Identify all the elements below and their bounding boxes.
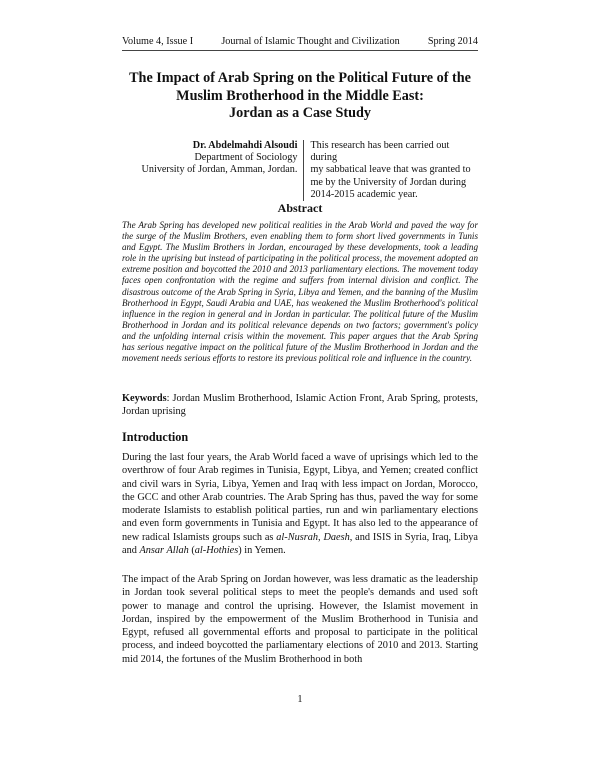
introduction-paragraph-2: The impact of the Arab Spring on Jordan however, was less dramatic as the leadership in Jordan took several political steps to meet the people's demands and used soft power to manage and control the uprising. However, the Islamist movement in Jordan, inspired by the empowerment of the Muslim Brotherhood in Tunisia and Egypt, refused all governmental efforts and proposal to participate in the political process, and indeed boycotted the parliamentary elections of 2010 and 2013. Starting mid 2014, the fortunes of the Muslim Brotherhood in both — [122, 574, 478, 665]
introduction-heading: Introduction — [122, 430, 189, 444]
title-line-3: Jordan as a Case Study — [229, 105, 371, 121]
author-note-line: my sabbatical leave that was granted to — [310, 164, 471, 176]
keywords-list: : Jordan Muslim Brotherhood, Islamic Action Front, Arab Spring, protests, Jordan uprising — [122, 393, 478, 418]
author-department: Department of Sociology — [194, 152, 298, 164]
title-line-2: Muslim Brotherhood in the Middle East: — [176, 87, 424, 104]
text-run: ) in Yemen. — [238, 545, 286, 557]
page-number: 1 — [297, 694, 303, 705]
author-note-line: 2014-2015 academic year. — [310, 188, 418, 200]
paper-title — [122, 70, 478, 123]
author-note — [304, 140, 478, 201]
introduction-paragraph-1 — [122, 451, 478, 557]
author-info — [122, 140, 304, 201]
keywords-label: Keywords — [122, 393, 167, 404]
author-note-line: This research has been carried out during — [310, 140, 450, 164]
author-name: Dr. Abdelmahdi Alsoudi — [192, 140, 298, 151]
text-run: During the last four years, the Arab World faced a wave of uprisings which led to the overthrow of four Arab regimes in Tunisia, Egypt, Libya, and Yemen; created conflict and civil wars in Syria, Libya, Yemen and Iraq with less impact on Jordan, Morocco, the GCC and other Arab countries. The Arab Spring has thus, paved the way for some moderate Islamists to establish political parties, run and win parliamentary elections and even form governments in Tunisia and Egypt. It has also led to the appearance of new radical Islamists groups such as — [122, 452, 478, 543]
journal-name: Journal of Islamic Thought and Civilization — [221, 36, 400, 47]
author-block — [122, 140, 478, 201]
abstract-heading: Abstract — [277, 201, 323, 215]
title-line-1: The Impact of Arab Spring on the Political Future of the — [129, 70, 471, 86]
running-header — [122, 36, 478, 51]
text-run: ( — [188, 545, 195, 557]
issue-season: Spring 2014 — [427, 36, 478, 47]
text-run-italic: al-Nusrah, Daesh — [276, 531, 350, 543]
text-run: , and ISIS in Syria, Iraq, Libya and — [122, 531, 478, 557]
text-run-italic: al-Hothies — [194, 545, 239, 557]
author-affiliation: University of Jordan, Amman, Jordan. — [141, 164, 298, 176]
keywords — [122, 392, 478, 418]
volume-issue: Volume 4, Issue I — [122, 36, 194, 47]
author-note-line: me by the University of Jordan during — [310, 176, 467, 188]
abstract-text: The Arab Spring has developed new political realities in the Arab World and paved the way for the surge of the Muslim Brothers, even enabling them to form short lived governments in Tunis and Egypt. The Muslim Brothers in Jordan, encouraged by these developments, took a leading role in the uprising but instead of participating in the political process, the movement adopted an extreme position and boycotted the 2010 and 2013 parliamentary elections. The movement today faces open confrontation with the regime and suffers from internal division and conflict. The disastrous outcome of the Arab Spring in Syria, Libya and Yemen, and the banning of the Muslim Brotherhood in Egypt, Saudi Arabia and UAE, has weakened the Muslim Brotherhood's political influence in the region in general and in Jordan in particular. The political future of the Muslim Brotherhood in Jordan and its political relevance depends on two factors; government's policy and the unfolding internal crisis within the movement. This paper argues that the Arab Spring has serious negative impact on the political future of the Muslim Brotherhood in Jordan and the movement needs serious efforts to restore its previous political role and influence in the country. — [122, 220, 478, 364]
text-run-italic: Ansar Allah — [139, 545, 189, 557]
